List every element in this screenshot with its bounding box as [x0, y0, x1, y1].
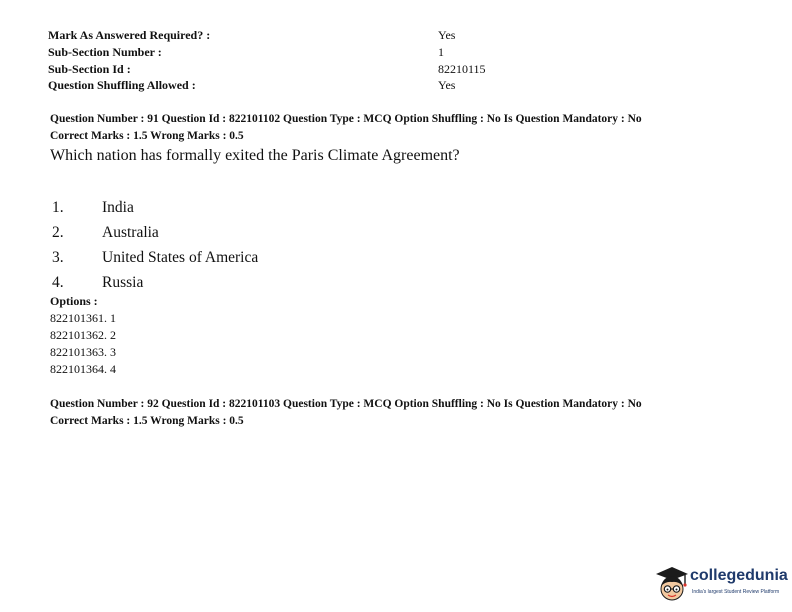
meta-label: Question Shuffling Allowed : — [48, 78, 196, 92]
choice-1 — [52, 199, 352, 221]
choice-number: 1. — [52, 199, 64, 216]
meta-value: Yes — [438, 28, 456, 42]
option-id: 822101361. 1 — [50, 311, 116, 325]
choice-text: India — [102, 199, 134, 216]
brand-name: collegedunia — [690, 567, 788, 584]
question-91-marks: Correct Marks : 1.5 Wrong Marks : 0.5 — [50, 130, 244, 142]
choice-number: 4. — [52, 274, 64, 291]
choice-4 — [52, 274, 352, 296]
meta-value: Yes — [438, 78, 456, 92]
question-91-text: Which nation has formally exited the Paris Climate Agreement? — [50, 147, 460, 164]
choice-text: Australia — [102, 224, 159, 241]
choice-text: United States of America — [102, 249, 259, 266]
meta-value: 82210115 — [438, 62, 486, 76]
collegedunia-watermark — [652, 562, 792, 606]
meta-label: Sub-Section Number : — [48, 45, 162, 59]
meta-value: 1 — [438, 45, 444, 59]
option-id: 822101362. 2 — [50, 328, 116, 342]
option-id: 822101364. 4 — [50, 362, 116, 376]
mascot-icon — [652, 562, 692, 606]
choice-3 — [52, 249, 352, 271]
meta-row-mark-as-answered — [48, 28, 568, 44]
choice-text: Russia — [102, 274, 144, 291]
options-label: Options : — [50, 294, 98, 308]
option-id: 822101363. 3 — [50, 345, 116, 359]
meta-row-sub-section-id — [48, 62, 568, 78]
choice-2 — [52, 224, 352, 246]
meta-label: Mark As Answered Required? : — [48, 28, 211, 42]
choice-number: 3. — [52, 249, 64, 266]
meta-row-question-shuffling — [48, 78, 568, 94]
choice-number: 2. — [52, 224, 64, 241]
meta-row-sub-section-number — [48, 45, 568, 61]
question-92-marks: Correct Marks : 1.5 Wrong Marks : 0.5 — [50, 415, 244, 427]
question-91-header: Question Number : 91 Question Id : 822101102 Question Type : MCQ Option Shuffling : No Is Question Mandatory : No — [50, 113, 642, 125]
brand-tagline: India's largest Student Review Platform — [692, 589, 780, 595]
question-92-header: Question Number : 92 Question Id : 822101103 Question Type : MCQ Option Shuffling : No Is Question Mandatory : No — [50, 398, 642, 410]
meta-label: Sub-Section Id : — [48, 62, 131, 76]
